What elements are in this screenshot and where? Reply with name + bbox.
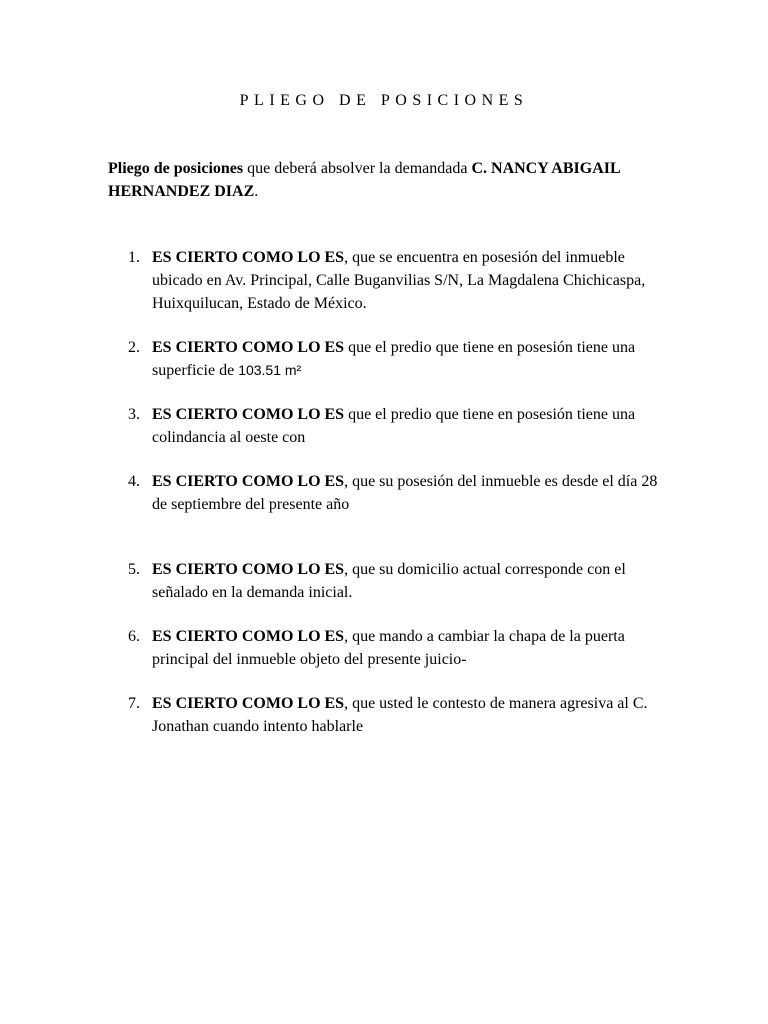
- item-text: que el predio que tiene en posesión tiene una colindancia al oeste con: [152, 406, 636, 446]
- intro-bold-start: Pliego de posiciones: [108, 160, 244, 177]
- item-text: , que su domicilio actual corresponde con el señalado en la demanda inicial.: [152, 561, 626, 601]
- surface-value: 103.51 m²: [238, 362, 302, 378]
- item-text: , que mando a cambiar la chapa de la puerta principal del inmueble objeto del presente juicio-: [152, 628, 625, 668]
- item-text: , que su posesión del inmueble es desde el día 28 de septiembre del presente año: [152, 473, 658, 513]
- list-item: [128, 470, 668, 516]
- item-number: 1.: [128, 249, 140, 266]
- list-item: [128, 558, 668, 604]
- item-number: 3.: [128, 406, 140, 423]
- item-lead: ES CIERTO COMO LO ES: [152, 406, 345, 423]
- intro-paragraph: [108, 157, 628, 203]
- page-title: PLIEGO DE POSICIONES: [239, 92, 529, 109]
- item-number: 5.: [128, 561, 140, 578]
- list-item: [128, 625, 668, 671]
- intro-defendant-name: C. NANCY ABIGAIL HERNANDEZ DIAZ: [108, 160, 620, 200]
- list-item: [128, 246, 668, 315]
- item-number: 2.: [128, 339, 140, 356]
- item-lead: ES CIERTO COMO LO ES: [152, 339, 345, 356]
- list-item: [128, 692, 668, 738]
- item-lead: ES CIERTO COMO LO ES: [152, 561, 345, 578]
- item-lead: ES CIERTO COMO LO ES: [152, 628, 345, 645]
- intro-middle: que deberá absolver la demandada: [243, 160, 472, 177]
- item-lead: ES CIERTO COMO LO ES: [152, 249, 345, 266]
- list-item: [128, 336, 668, 382]
- intro-end: .: [254, 183, 259, 200]
- item-number: 4.: [128, 473, 140, 490]
- item-text: , que se encuentra en posesión del inmueble ubicado en Av. Principal, Calle Buganvilias S/N, La Magdalena Chichicaspa, Huixquilucan, Estado de México.: [152, 249, 646, 312]
- list-item: [128, 403, 668, 449]
- item-number: 6.: [128, 628, 140, 645]
- item-text: , que usted le contesto de manera agresiva al C. Jonathan cuando intento hablarle: [152, 695, 648, 735]
- item-text: que el predio que tiene en posesión tiene una superficie de: [152, 339, 636, 379]
- item-lead: ES CIERTO COMO LO ES: [152, 473, 345, 490]
- item-lead: ES CIERTO COMO LO ES: [152, 695, 345, 712]
- item-number: 7.: [128, 695, 140, 712]
